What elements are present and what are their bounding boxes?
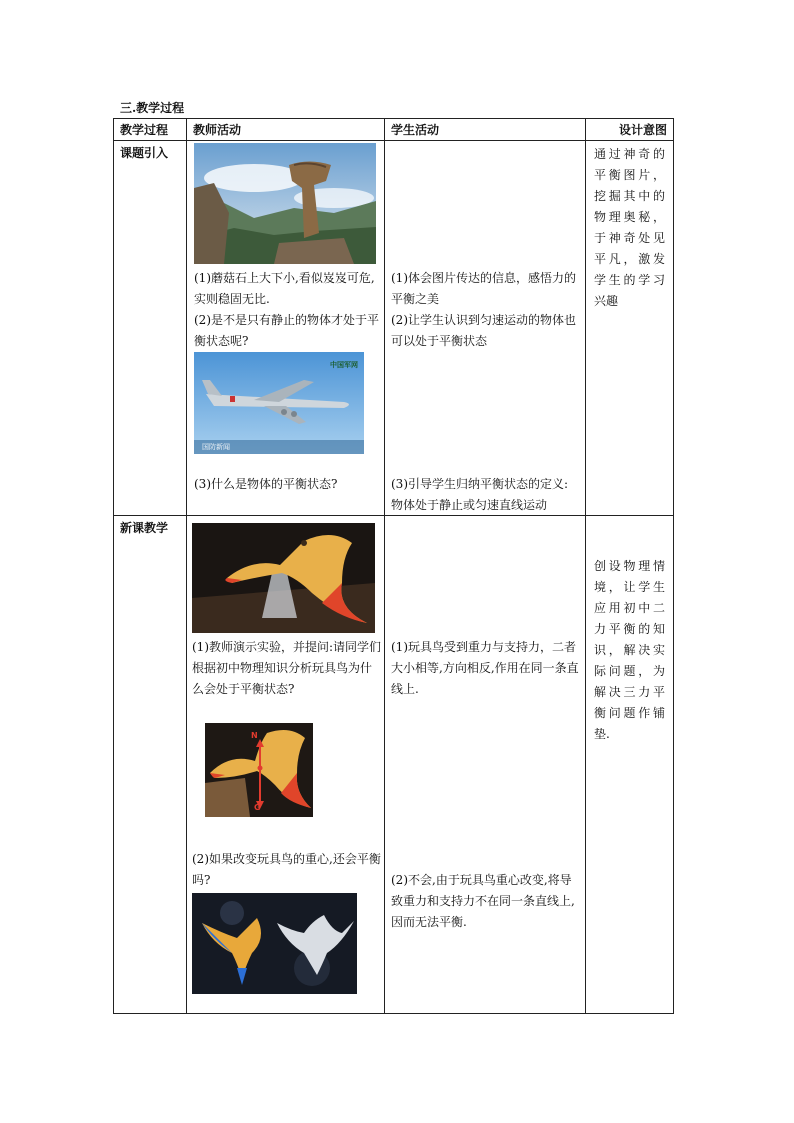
section-title: 三.教学过程: [120, 101, 185, 115]
teacher-text: (3)什么是物体的平衡状态?: [194, 477, 338, 491]
balance-bird-photo: [192, 523, 375, 633]
student-text: (1)体会图片传达的信息，感悟力的平衡之美: [391, 271, 576, 306]
table-header-row: [114, 119, 674, 141]
table-row: [114, 516, 674, 1014]
intent-text: 通过神奇的平衡图片，挖掘其中的物理奥秘，于神奇处见平凡，激发学生的学习兴趣: [594, 147, 665, 308]
student-text: (3)引导学生归纳平衡状态的定义:物体处于静止或匀速直线运动: [391, 477, 569, 512]
student-cell: [385, 516, 586, 1014]
stage-cell: [114, 516, 187, 1014]
header-student: 学生活动: [385, 119, 586, 141]
teacher-cell: [187, 516, 385, 1014]
lesson-table: [113, 118, 674, 1014]
stage-label: 课题引入: [120, 146, 169, 160]
intent-cell: [586, 141, 674, 516]
two-birds-image-icon: [192, 893, 357, 994]
intent-text: 创设物理情境，让学生应用初中二力平衡的知识，解决实际问题，为解决三力平衡问题作铺垫.: [594, 559, 665, 741]
toy-bird-image-icon: [192, 523, 375, 633]
header-intent: 设计意图: [586, 119, 674, 141]
student-text: (2)不会,由于玩具鸟重心改变,将导致重力和支持力不在同一条直线上,因而无法平衡.: [391, 873, 575, 929]
intent-cell: [586, 516, 674, 1014]
table-row: [114, 141, 674, 516]
airplane-photo: [194, 352, 364, 454]
teacher-cell: [187, 141, 385, 516]
teacher-text: (2)是不是只有静止的物体才处于平衡状态呢?: [194, 313, 379, 348]
header-stage: 教学过程: [114, 119, 187, 141]
force-diagram-photo: [205, 723, 313, 817]
stage-label: 新课教学: [120, 521, 169, 535]
student-text: (2)让学生认识到匀速运动的物体也可以处于平衡状态: [391, 313, 576, 348]
two-birds-photo: [192, 893, 357, 994]
teacher-text: (1)教师演示实验，并提问:请同学们根据初中物理知识分析玩具鸟为什么会处于平衡状态?: [192, 640, 382, 696]
mushroom-rock-photo: [194, 143, 376, 264]
landscape-image-icon: [194, 143, 376, 264]
teacher-text: (1)蘑菇石上大下小,看似岌岌可危,实则稳固无比.: [194, 271, 375, 306]
news-badge: 中国军网: [330, 360, 358, 369]
news-caption: 国防新闻: [202, 443, 230, 451]
stage-cell: [114, 141, 187, 516]
force-label-n: N: [251, 731, 258, 740]
student-cell: [385, 141, 586, 516]
force-label-g: G: [254, 803, 261, 812]
header-teacher: 教师活动: [187, 119, 385, 141]
student-text: (1)玩具鸟受到重力与支持力，二者大小相等,方向相反,作用在同一条直线上.: [391, 640, 579, 696]
teacher-text: (2)如果改变玩具鸟的重心,还会平衡吗?: [192, 852, 381, 887]
